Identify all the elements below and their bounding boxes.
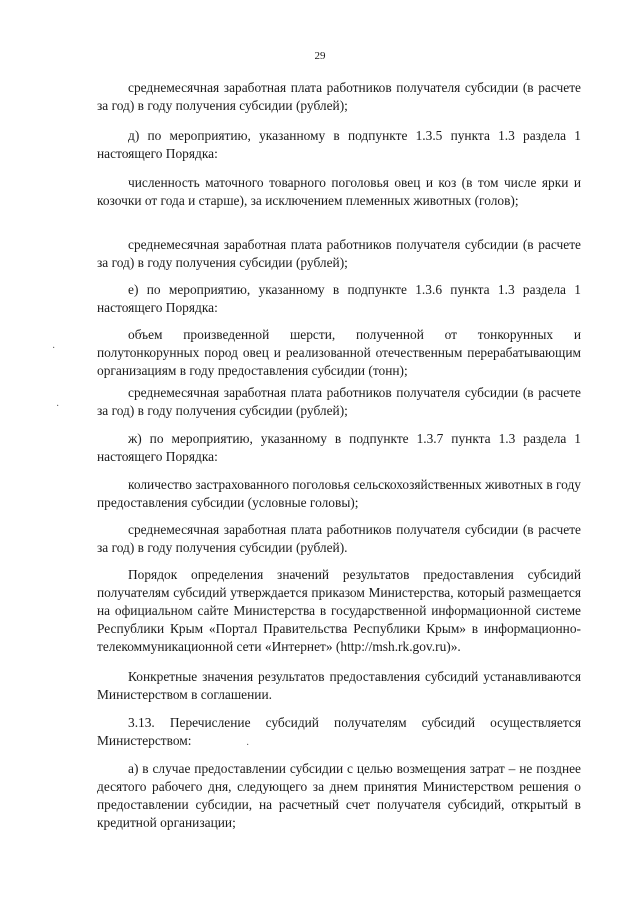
scan-speck: · xyxy=(52,343,56,354)
paragraph-8: ж) по мероприятию, указанному в подпункте 1.3.7 пункта 1.3 раздела 1 настоящего Порядка: xyxy=(97,431,581,464)
paragraph-5: е) по мероприятию, указанному в подпункте 1.3.6 пункта 1.3 раздела 1 настоящего Порядка: xyxy=(97,282,581,315)
paragraph-7: среднемесячная заработная плата работников получателя субсидии (в расчете за год) в году получения субсидии (рублей); xyxy=(97,385,581,418)
paragraph-13: 3.13. Перечисление субсидий получателям субсидий осуществляется Министерством: xyxy=(97,715,581,748)
paragraph-12: Конкретные значения результатов предоставления субсидий устанавливаются Министерством в соглашении. xyxy=(97,669,581,702)
scan-speck: · xyxy=(56,401,60,412)
paragraph-10: среднемесячная заработная плата работников получателя субсидии (в расчете за год) в году получения субсидии (рублей). xyxy=(97,522,581,555)
paragraph-4: среднемесячная заработная плата работников получателя субсидии (в расчете за год) в году получения субсидии (рублей); xyxy=(97,237,581,270)
paragraph-11: Порядок определения значений результатов предоставления субсидий получателям субсидий утверждается приказом Министерства, который размещается на официальном сайте Министерства в государственной информационной системе Республики Крым «Портал Правительства Республики Крым» в информационно-телекоммуникационной сети «Интернет» (http://msh.rk.gov.ru)». xyxy=(97,567,581,654)
paragraph-9: количество застрахованного поголовья сельскохозяйственных животных в году предоставления субсидии (условные головы); xyxy=(97,477,581,510)
scan-speck: · xyxy=(246,740,250,751)
page-number: 29 xyxy=(314,50,326,62)
paragraph-1: среднемесячная заработная плата работников получателя субсидии (в расчете за год) в году получения субсидии (рублей); xyxy=(97,80,581,113)
paragraph-3: численность маточного товарного поголовья овец и коз (в том числе ярки и козочки от года и старше), за исключением племенных животных (голов); xyxy=(97,175,581,208)
paragraph-2: д) по мероприятию, указанному в подпункте 1.3.5 пункта 1.3 раздела 1 настоящего Порядка: xyxy=(97,128,581,161)
paragraph-6: объем произведенной шерсти, полученной от тонкорунных и полутонкорунных пород овец и реализованной отечественным перерабатывающим организациям в году предоставления субсидии (тонн); xyxy=(97,327,581,378)
paragraph-14: а) в случае предоставлении субсидии с целью возмещения затрат – не позднее десятого рабочего дня, следующего за днем принятия Министерством решения о предоставлении субсидии, на расчетный счет получателя субсидий, открытый в кредитной организации; xyxy=(97,761,581,830)
